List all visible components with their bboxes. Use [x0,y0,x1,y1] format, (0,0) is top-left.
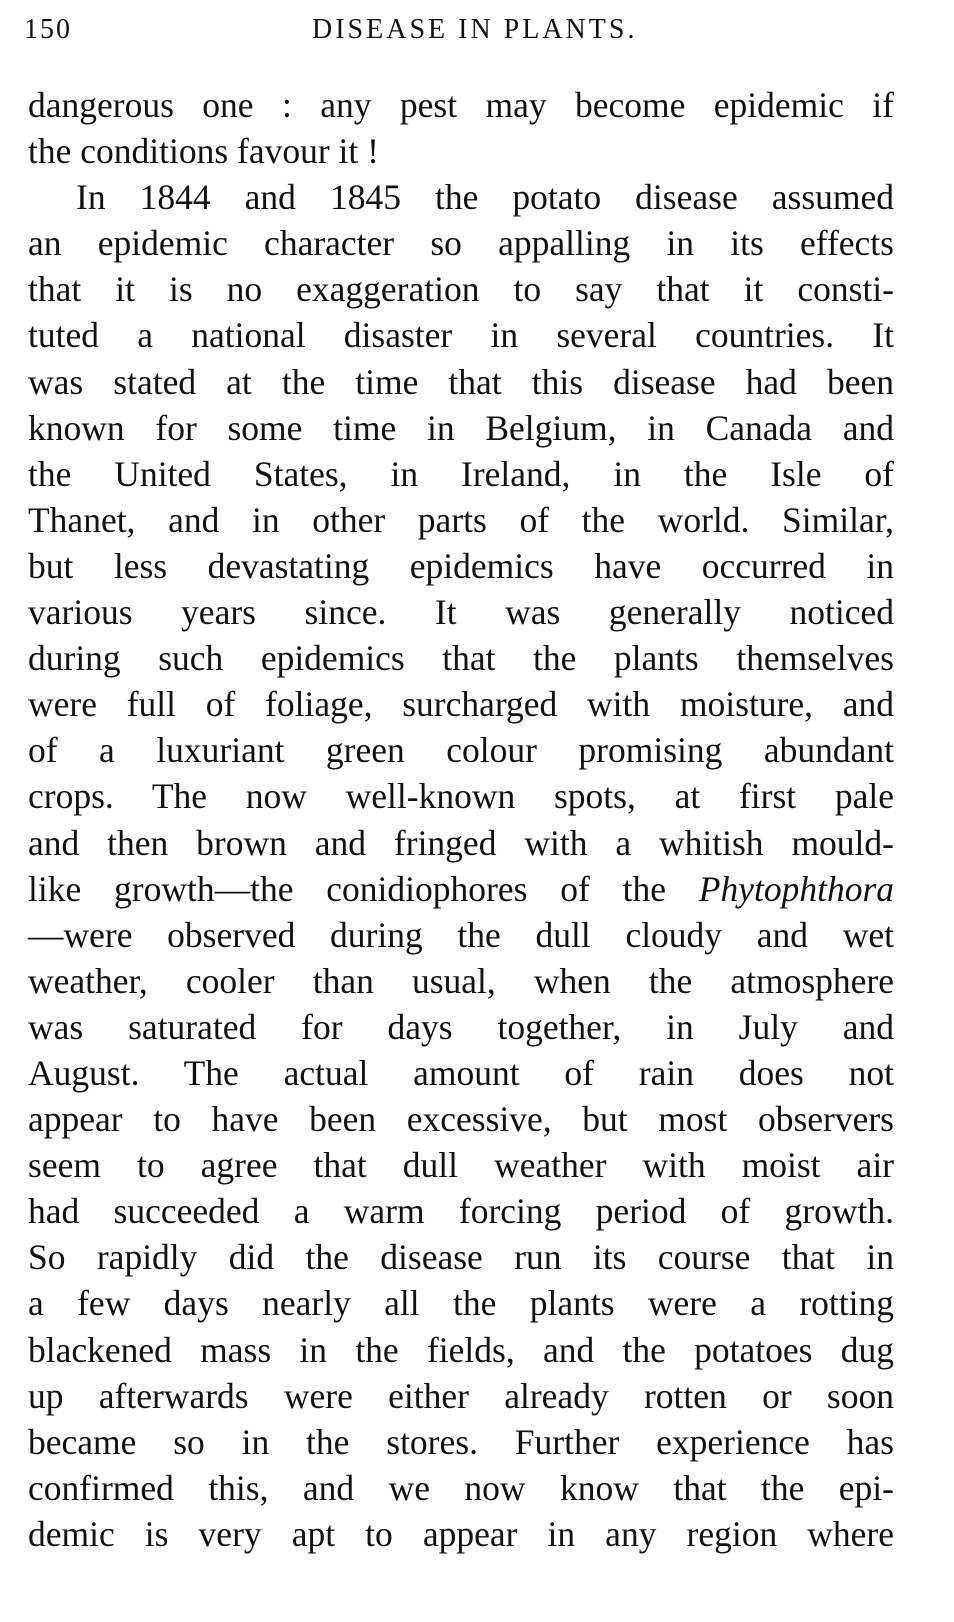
text-line: up afterwards were either already rotten or soon [28,1375,894,1416]
text-line: that it is no exaggeration to say that it consti- [28,269,894,310]
text-line: seem to agree that dull weather with moist air [28,1145,894,1186]
text-line: In 1844 and 1845 the potato disease assumed [76,177,894,218]
text-line: became so in the stores. Further experience has [28,1421,894,1462]
text-line: and then brown and fringed with a whitish mould- [28,822,894,863]
text-line: confirmed this, and we now know that the epi- [28,1467,894,1508]
text-line: was saturated for days together, in July and [28,1006,894,1047]
running-title: DISEASE IN PLANTS. [312,14,638,45]
text-line: demic is very apt to appear in any region where [28,1513,894,1554]
text-line: Thanet, and in other parts of the world. Similar, [28,499,894,540]
text-line: known for some time in Belgium, in Canada and [28,407,894,448]
text-line: various years since. It was generally noticed [28,592,894,633]
line-text: like growth—the conidiophores of the [28,868,666,909]
text-line: an epidemic character so appalling in its effects [28,223,894,264]
running-head [24,14,924,54]
text-line: appear to have been excessive, but most observers [28,1099,894,1140]
text-line: had succeeded a warm forcing period of growth. [28,1191,894,1232]
text-line: during such epidemics that the plants themselves [28,638,894,679]
page-number: 150 [24,14,72,45]
text-line: August. The actual amount of rain does not [28,1052,894,1093]
text-line: weather, cooler than usual, when the atmosphere [28,960,894,1001]
body-text [28,82,894,1557]
text-line-with-italic [28,866,894,912]
text-line: the United States, in Ireland, in the Isle of [28,453,894,494]
italic-term-phytophthora: Phytophthora [698,868,895,909]
text-line: tuted a national disaster in several countries. It [28,315,894,356]
text-line: blackened mass in the fields, and the potatoes dug [28,1329,894,1370]
text-line: of a luxuriant green colour promising abundant [28,730,894,771]
text-line: a few days nearly all the plants were a rotting [28,1283,894,1324]
text-line: was stated at the time that this disease had been [28,361,894,402]
text-line: dangerous one : any pest may become epidemic if [28,85,894,125]
text-line: but less devastating epidemics have occurred in [28,545,894,586]
text-line: —were observed during the dull cloudy and wet [28,914,894,955]
text-line: crops. The now well-known spots, at first pale [28,776,894,817]
text-line: were full of foliage, surcharged with moisture, and [28,684,894,725]
text-line: the conditions favour it ! [28,131,379,172]
text-line: So rapidly did the disease run its course that in [28,1237,894,1278]
